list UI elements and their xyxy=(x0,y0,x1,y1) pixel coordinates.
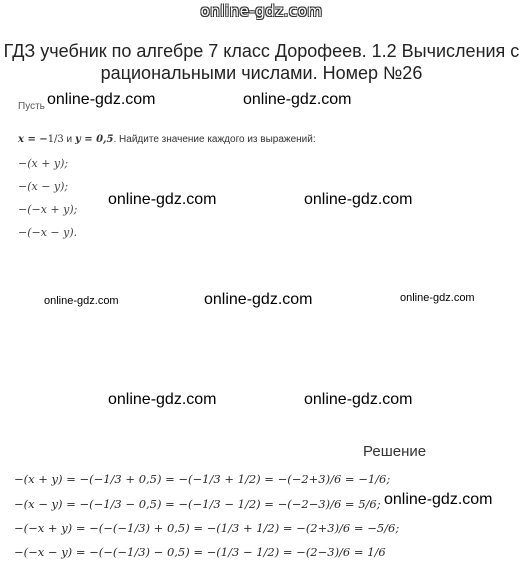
watermark: online-gdz.com xyxy=(44,295,119,307)
condition-and: и xyxy=(63,134,75,145)
page-title: ГДЗ учебник по алгебре 7 класс Дорофеев. 1.2 Вычисления с рациональными числами. Номер №26 xyxy=(3,41,520,83)
condition-y: y = 0,5 xyxy=(74,134,114,145)
watermark: online-gdz.com xyxy=(304,191,413,208)
solution-line-2: −(x − y) = −(−1/3 − 0,5) = −(−1/3 − 1/2) = −(−2−3)/6 = 5/6; xyxy=(14,497,381,511)
watermark: online-gdz.com xyxy=(204,291,313,308)
condition-x-frac: 1/3 xyxy=(47,134,64,145)
expression-1: −(x + y); xyxy=(18,157,69,170)
watermark: online-gdz.com xyxy=(243,91,352,108)
condition-x: x = − xyxy=(18,134,48,145)
solution-heading: Решение xyxy=(363,443,427,460)
watermark: online-gdz.com xyxy=(384,491,493,508)
solution-line-3: −(−x + y) = −(−(−1/3) + 0,5) = −(1/3 + 1/2) = −(2+3)/6 = −5/6; xyxy=(14,521,400,535)
condition-text: . Найдите значение каждого из выражений: xyxy=(113,134,316,145)
watermark: online-gdz.com xyxy=(400,292,475,304)
watermark: online-gdz.com xyxy=(108,391,217,408)
task-condition xyxy=(18,134,316,145)
solution-line-4: −(−x − y) = −(−(−1/3) − 0,5) = −(1/3 − 1/2) = −(2−3)/6 = 1/6 xyxy=(14,545,386,559)
task-intro: Пусть xyxy=(18,101,45,112)
expression-4: −(−x − y). xyxy=(18,226,78,239)
solution-line-1: −(x + y) = −(−1/3 + 0,5) = −(−1/3 + 1/2) = −(−2+3)/6 = −1/6; xyxy=(14,472,391,486)
site-logo[interactable]: online-gdz.com xyxy=(200,2,323,20)
expression-2: −(x − y); xyxy=(18,180,69,193)
watermark: online-gdz.com xyxy=(304,391,413,408)
watermark: online-gdz.com xyxy=(47,91,156,108)
watermark: online-gdz.com xyxy=(108,191,217,208)
expression-3: −(−x + y); xyxy=(18,203,78,216)
